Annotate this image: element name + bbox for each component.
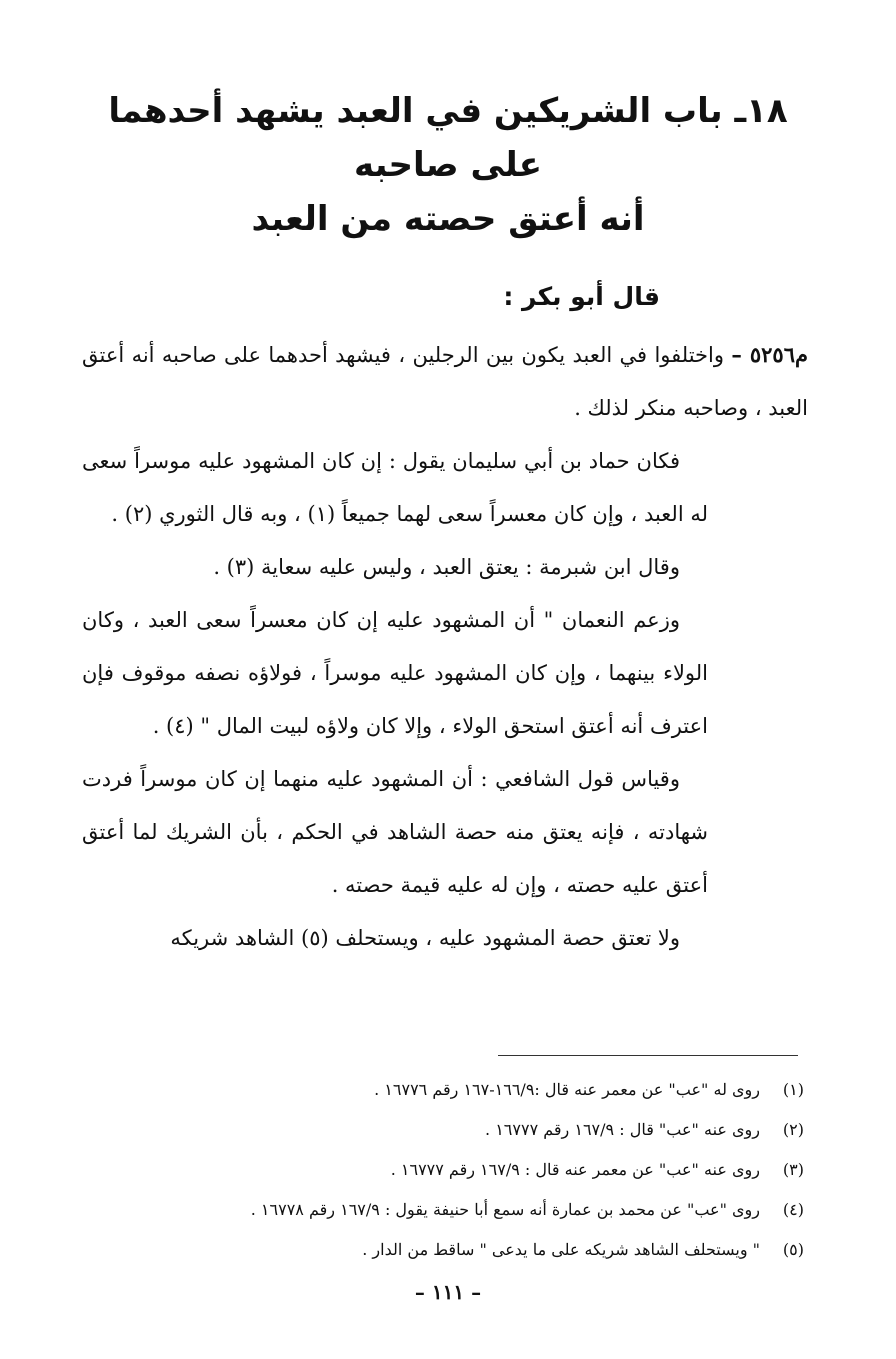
footnote-3-number: (٣) — [782, 1160, 804, 1179]
footnote-1-number: (١) — [782, 1080, 804, 1099]
paragraph-1 — [82, 328, 808, 435]
footnote-2 — [82, 1110, 804, 1150]
paragraph-1-text: واختلفوا في العبد يكون بين الرجلين ، فيشهد أحدهما على صاحبه أنه أعتق العبد ، وصاحبه منكر لذلك . — [82, 343, 808, 420]
footnote-1 — [82, 1070, 804, 1110]
chapter-title — [80, 84, 816, 246]
footnote-5 — [82, 1230, 804, 1270]
issue-number: م٥٢٥٦ – — [731, 342, 808, 367]
footnote-2-text: روى عنه "عب" قال : ١٦٧/٩ رقم ١٦٧٧٧ . — [485, 1120, 760, 1139]
chapter-title-line-1: ١٨ـ باب الشريكين في العبد يشهد أحدهما على صاحبه — [108, 91, 788, 185]
paragraph-3: وقال ابن شبرمة : يعتق العبد ، وليس عليه سعاية (٣) . — [213, 555, 680, 579]
paragraph-6: ولا تعتق حصة المشهود عليه ، ويستحلف (٥) الشاهد شريكه — [170, 926, 680, 950]
chapter-title-line-2: أنه أعتق حصته من العبد — [251, 199, 645, 239]
paragraph-2: فكان حماد بن أبي سليمان يقول : إن كان المشهود عليه موسراً سعى له العبد ، وإن كان معسراً سعى لهما جميعاً (١) ، وبه قال الثوري (٢) . — [82, 449, 708, 526]
footnote-3-text: روى عنه "عب" عن معمر عنه قال : ١٦٧/٩ رقم ١٦٧٧٧ . — [390, 1160, 760, 1179]
footnote-4-text: روى "عب" عن محمد بن عمارة أنه سمع أبا حنيفة يقول : ١٦٧/٩ رقم ١٦٧٧٨ . — [250, 1200, 760, 1219]
footnote-4-number: (٤) — [782, 1200, 804, 1219]
footnote-5-number: (٥) — [782, 1240, 804, 1259]
footnotes — [82, 1070, 804, 1270]
footnote-5-text: " ويستحلف الشاهد شريكه على ما يدعى " ساقط من الدار . — [362, 1240, 760, 1259]
footnote-2-number: (٢) — [782, 1120, 804, 1139]
footnote-4 — [82, 1190, 804, 1230]
paragraph-4: وزعم النعمان " أن المشهود عليه إن كان معسراً سعى العبد ، وكان الولاء بينهما ، وإن كان المشهود عليه موسراً ، فولاؤه نصفه موقوف فإن اعترف أنه أعتق استحق الولاء ، وإلا كان ولاؤه لبيت المال " (٤) . — [82, 608, 708, 738]
footnote-1-text: روى له "عب" عن معمر عنه قال :١٦٦/٩-١٦٧ رقم ١٦٧٧٦ . — [374, 1080, 760, 1099]
paragraph-5: وقياس قول الشافعي : أن المشهود عليه منهما إن كان موسراً فردت شهادته ، فإنه يعتق منه حصة الشاهد في الحكم ، بأن الشريك لما أعتق أعتق عليه حصته ، وإن له عليه قيمة حصته . — [82, 767, 709, 897]
page-number: – ١١١ – — [414, 1280, 482, 1304]
footnote-divider — [498, 1055, 798, 1056]
speaker-heading: قال أبو بكر : — [503, 282, 660, 311]
footnote-3 — [82, 1150, 804, 1190]
body-text — [82, 328, 808, 965]
